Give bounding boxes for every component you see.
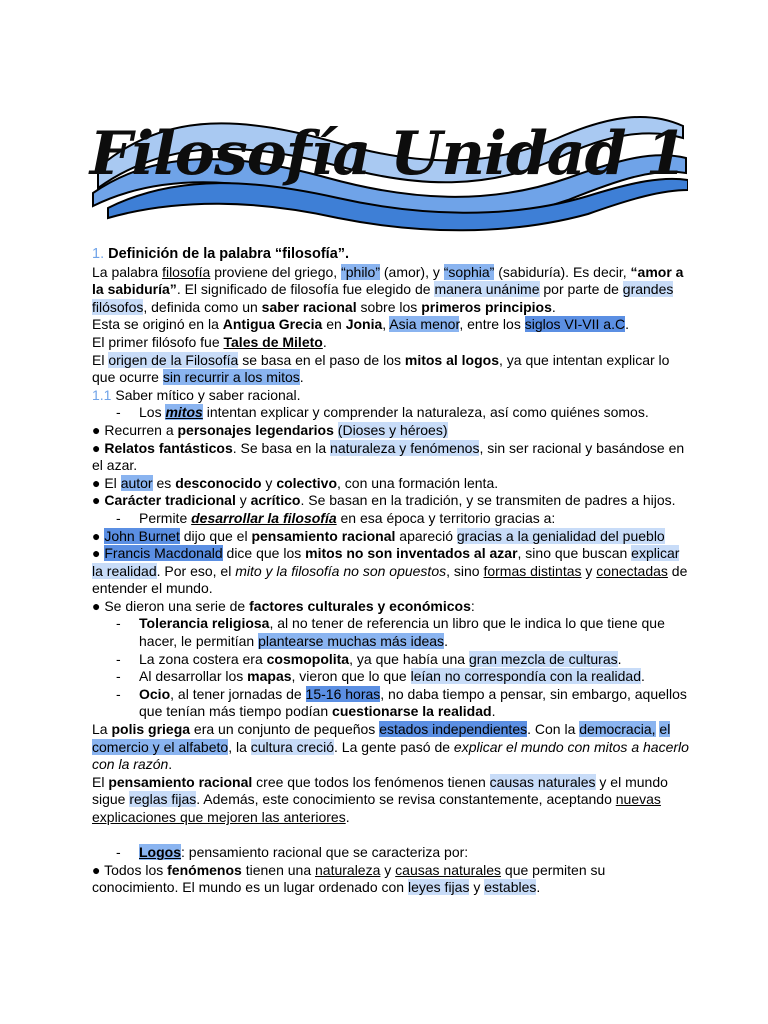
- dash-item-tolerancia: - Tolerancia religiosa, al no tener de referencia un libro que le indica lo que tiene que hacer, le permitían plantearse muchas más ideas.: [92, 615, 692, 650]
- page-title: Filosofía Unidad 1: [89, 119, 687, 189]
- bullet-john-burnet: ● John Burnet dijo que el pensamiento racional apareció gracias a la genialidad del pueblo: [92, 527, 665, 544]
- dash-item-mitos: - Los mitos intentan explicar y comprender la naturaleza, así como quiénes somos.: [92, 404, 692, 422]
- blank-line: [92, 827, 692, 845]
- paragraph-polis: La polis griega era un conjunto de pequeños estados independientes. Con la democracia, el comercio y el alfabeto, la cultura creció. La gente pasó de explicar el mundo con mitos a hacerlo con la razón.: [92, 721, 689, 773]
- dash-item-mapas: - Al desarrollar los mapas, vieron que lo que leían no correspondía con la realidad.: [92, 668, 692, 686]
- bullet-fenomenos: ● Todos los fenómenos tienen una naturaleza y causas naturales que permiten su conocimiento. El mundo es un lugar ordenado con leyes fijas y estables.: [92, 861, 606, 896]
- bullet-relatos: ● Relatos fantásticos. Se basa en la naturaleza y fenómenos, sin ser racional y basándose en el azar.: [92, 439, 685, 474]
- document-body: [92, 246, 692, 897]
- dash-item-ocio: - Ocio, al tener jornadas de 15-16 horas, no daba tiempo a pensar, sin embargo, aquellos que tenían más tiempo podían cuestionarse la realidad.: [92, 686, 692, 721]
- bullet-autor: ● El autor es desconocido y colectivo, con una formación lenta.: [92, 474, 499, 491]
- section-title: Definición de la palabra “filosofía”.: [108, 246, 350, 262]
- dash-item-logos: - Logos: pensamiento racional que se caracteriza por:: [92, 844, 692, 862]
- paragraph-mitos-logos: El origen de la Filosofía se basa en el paso de los mitos al logos, ya que intentan explicar lo que ocurre sin recurrir a los mitos.: [92, 351, 670, 386]
- paragraph-origin-place: Esta se originó en la Antigua Grecia en Jonia, Asia menor, entre los siglos VI-VII a.C.: [92, 316, 629, 333]
- bullet-personajes: ● Recurren a personajes legendarios (Dioses y héroes): [92, 421, 448, 438]
- paragraph-pensamiento-racional: El pensamiento racional cree que todos los fenómenos tienen causas naturales y el mundo sigue reglas fijas. Además, este conocimiento se revisa constantemente, aceptando nuevas explicaciones que mejoren las anteriores.: [92, 773, 668, 825]
- section-number: 1.: [92, 246, 105, 262]
- bullet-factores: ● Se dieron una serie de factores culturales y económicos:: [92, 597, 475, 614]
- dash-item-permite: - Permite desarrollar la filosofía en esa época y territorio gracias a:: [92, 510, 692, 528]
- dash-item-costera: - La zona costera era cosmopolita, ya que había una gran mezcla de culturas.: [92, 651, 692, 669]
- section-heading-1: [92, 246, 692, 264]
- bullet-caracter: ● Carácter tradicional y acrítico. Se basan en la tradición, y se transmiten de padres a hijos.: [92, 492, 676, 509]
- subsection-heading-1-1: 1.1 Saber mítico y saber racional.: [92, 386, 301, 403]
- paragraph-etymology: La palabra filosofía proviene del griego, “philo” (amor), y “sophia” (sabiduría). Es decir, “amor a la sabiduría”. El significado de filosofía fue elegido de manera unánime por parte de grandes filósofos, definida como un saber racional sobre los primeros principios.: [92, 263, 684, 315]
- bullet-francis-macdonald: ● Francis Macdonald dice que los mitos no son inventados al azar, sino que buscan explicar la realidad. Por eso, el mito y la filosofía no son opuestos, sino formas distintas y conectadas de entender el mundo.: [92, 545, 688, 597]
- paragraph-first-philosopher: El primer filósofo fue Tales de Mileto.: [92, 333, 327, 350]
